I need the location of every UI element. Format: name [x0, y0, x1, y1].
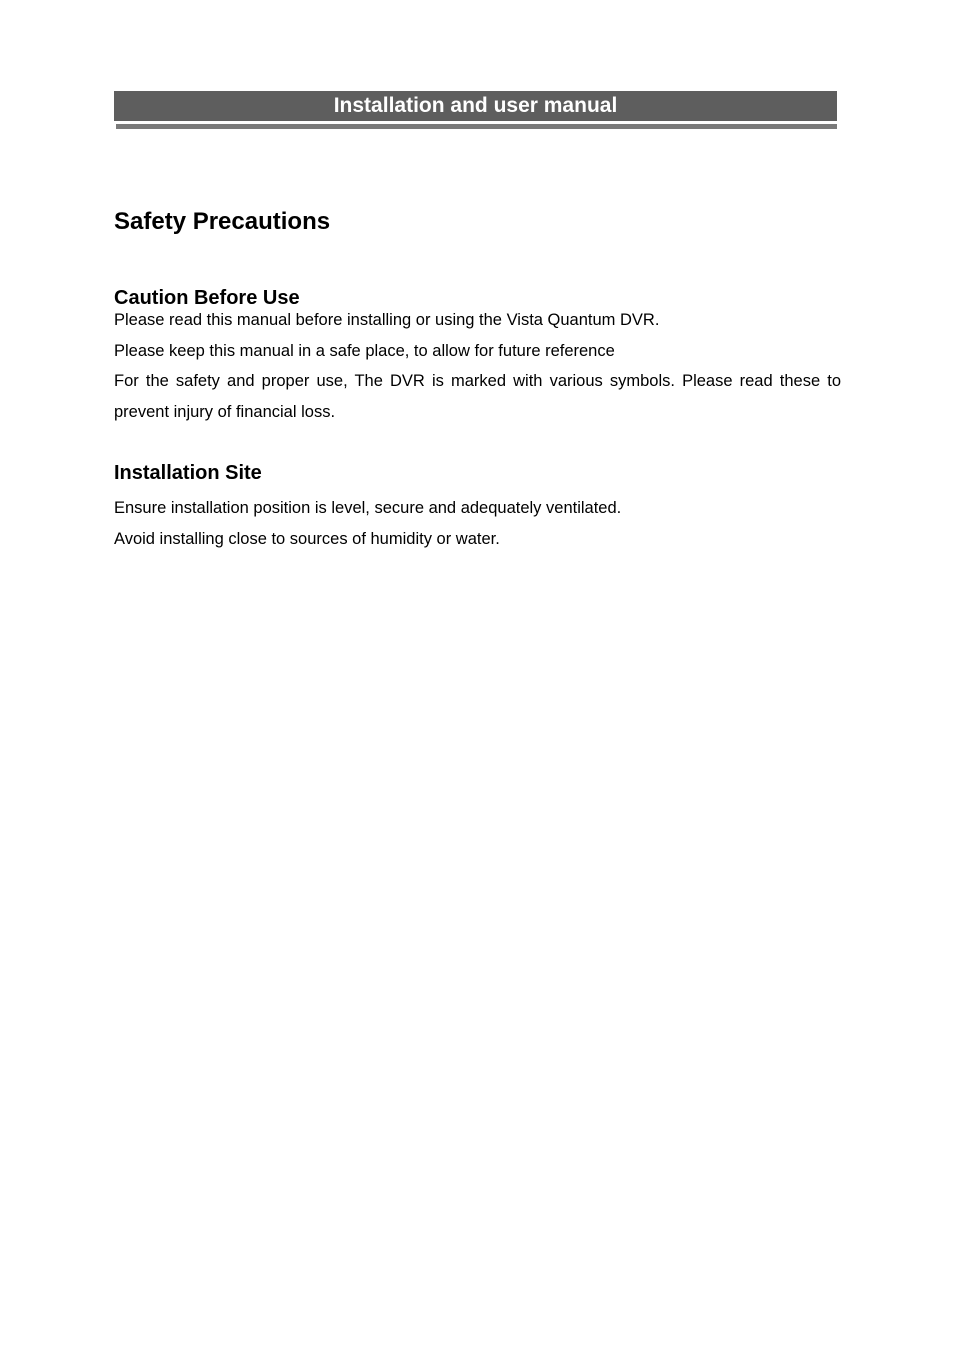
page-title: Safety Precautions [114, 208, 331, 235]
document-header-title: Installation and user manual [333, 94, 618, 117]
installation-line-2: Avoid installing close to sources of humidity or water. [114, 530, 500, 548]
caution-line-1: Please read this manual before installing or using the Vista Quantum DVR. [114, 311, 660, 329]
section-heading-installation-site: Installation Site [114, 462, 262, 484]
installation-line-1: Ensure installation position is level, secure and adequately ventilated. [114, 499, 622, 517]
caution-line-3: For the safety and proper use, The DVR is marked with various symbols. Please read these to prevent injury of financial loss. [114, 372, 841, 421]
document-header-bar [114, 91, 837, 121]
caution-line-2: Please keep this manual in a safe place, to allow for future reference [114, 342, 615, 360]
section-heading-caution: Caution Before Use [114, 287, 300, 309]
header-divider [116, 124, 837, 129]
